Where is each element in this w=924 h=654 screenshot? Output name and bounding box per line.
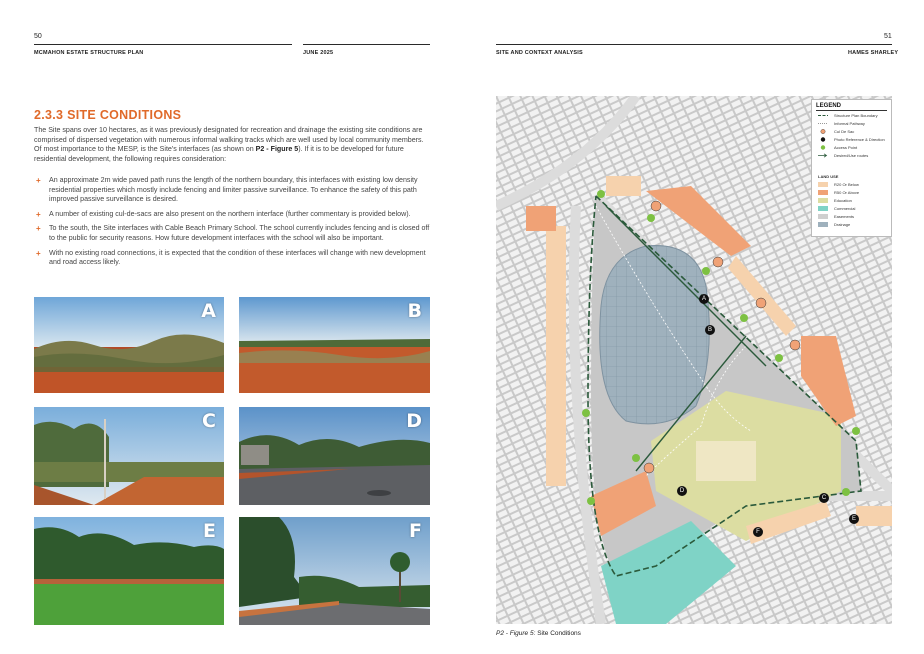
legend-item xyxy=(818,206,891,212)
list-item-text: An approximate 2m wide paved path runs the length of the northern boundary, this interfaces with existing low density residential properties which mostly include fencing and limiter passive surveillance. To enhance the safety of this path improved passive surveillance is desired. xyxy=(49,176,418,204)
legend-item-label: Education xyxy=(834,198,852,203)
photo-marker: B xyxy=(705,325,715,335)
land-use-title: LAND USE xyxy=(818,174,839,179)
commercial-swatch xyxy=(818,206,828,211)
photo-marker: F xyxy=(753,527,763,537)
photo-label: C xyxy=(202,410,216,432)
figure-reference: P2 - Figure 5 xyxy=(255,145,299,154)
photo-d xyxy=(239,407,430,505)
education-swatch xyxy=(818,198,828,203)
document-title: MCMAHON ESTATE STRUCTURE PLAN xyxy=(34,50,144,56)
legend-item xyxy=(818,121,891,127)
legend-item xyxy=(818,145,891,151)
header-rule xyxy=(34,44,292,45)
legend-item-label: Structure Plan Boundary xyxy=(834,113,878,118)
legend-item xyxy=(818,222,891,228)
list-item-text: A number of existing cul-de-sacs are also present on the northern interface (further commentary is provided below). xyxy=(49,209,411,218)
photo-b-image xyxy=(239,297,430,393)
caption-text: Site Conditions xyxy=(537,630,581,637)
photo-c-image xyxy=(34,407,224,505)
legend-item xyxy=(818,182,891,188)
access-point-icon xyxy=(818,145,828,150)
photo-c xyxy=(34,407,224,505)
legend-item xyxy=(818,129,891,135)
legend-item-label: Commercial xyxy=(834,206,856,211)
legend-title: LEGEND xyxy=(816,103,842,109)
map-legend xyxy=(811,99,892,237)
legend-item xyxy=(818,137,891,143)
photo-reference-icon xyxy=(818,137,828,142)
photo-label: F xyxy=(409,520,422,542)
company-name: HAMES SHARLEY xyxy=(848,50,899,56)
intro-text-a: The Site spans over 10 hectares, as it was previously designated for recreation and drainage the existing site conditions are comprised of dispersed vegetation with numerous informal walking tracks which are well used by local community members. Of most importance to the MESP, is the Site's interfaces (as shown on xyxy=(34,126,424,154)
easement-swatch xyxy=(818,214,828,219)
plus-icon: + xyxy=(36,176,41,185)
route-arrow-icon xyxy=(818,153,828,158)
section-heading: 2.3.3 SITE CONDITIONS xyxy=(34,108,182,122)
plus-icon: + xyxy=(36,209,41,219)
page-number-left: 50 xyxy=(34,33,42,40)
figure-caption xyxy=(496,630,581,637)
legend-item-label: Desired/Use routes xyxy=(834,153,869,158)
cul-de-sac-icon xyxy=(818,129,828,134)
legend-item xyxy=(818,214,891,220)
legend-item-label: Access Point xyxy=(834,145,858,150)
photo-marker: D xyxy=(677,486,687,496)
photo-label: A xyxy=(201,300,216,322)
list-item xyxy=(34,224,430,243)
header-rule xyxy=(303,44,430,45)
legend-divider xyxy=(816,110,887,111)
list-item xyxy=(34,249,430,268)
photo-marker: E xyxy=(849,514,859,524)
legend-item xyxy=(818,198,891,204)
r50-swatch xyxy=(818,190,828,195)
photo-b xyxy=(239,297,430,393)
r20-swatch xyxy=(818,182,828,187)
photo-label: B xyxy=(407,300,422,322)
photo-f xyxy=(239,517,430,625)
photo-e-image xyxy=(34,517,224,625)
photo-label: D xyxy=(406,410,422,432)
plus-icon: + xyxy=(36,248,41,258)
legend-item-label: Easements xyxy=(834,214,855,219)
legend-item xyxy=(818,190,891,196)
list-item xyxy=(34,176,430,205)
document-date: JUNE 2025 xyxy=(303,50,334,56)
intro-paragraph xyxy=(34,126,430,164)
header-rule xyxy=(496,44,892,45)
drainage-swatch xyxy=(818,222,828,227)
page-number-right: 51 xyxy=(884,33,892,40)
photo-marker: C xyxy=(819,493,829,503)
pathway-line-icon xyxy=(818,121,828,126)
considerations-list xyxy=(34,176,430,273)
legend-item-label: Drainage xyxy=(834,222,851,227)
legend-item-label: R50 Or Above xyxy=(834,190,860,195)
legend-item xyxy=(818,113,891,119)
legend-item-label: Cul De Sac xyxy=(834,129,855,134)
photo-d-image xyxy=(239,407,430,505)
photo-a xyxy=(34,297,224,393)
photo-a-image xyxy=(34,297,224,393)
legend-item-label: Informal Pathway xyxy=(834,121,865,126)
legend-item-label: R20 Or Below xyxy=(834,182,859,187)
list-item xyxy=(34,210,430,220)
intro-text-b: ). If it is to be developed for future residential development, the following requires consideration: xyxy=(34,145,404,163)
legend-item xyxy=(818,153,891,159)
photo-label: E xyxy=(203,520,216,542)
list-item-text: With no existing road connections, it is expected that the condition of these interfaces will change with new development and road access likely. xyxy=(49,248,426,267)
photo-e xyxy=(34,517,224,625)
legend-item-label: Photo Reference & Direction xyxy=(834,137,885,142)
caption-ref: P2 - Figure 5: xyxy=(496,630,536,637)
section-header: SITE AND CONTEXT ANALYSIS xyxy=(496,50,583,56)
list-item-text: To the south, the Site interfaces with Cable Beach Primary School. The school currently includes fencing and is closed off to the public for security reasons. How future development interfaces with the school will also be important. xyxy=(49,224,430,242)
photo-f-image xyxy=(239,517,430,625)
boundary-line-icon xyxy=(818,113,828,118)
photo-marker: A xyxy=(699,294,709,304)
plus-icon: + xyxy=(36,224,41,234)
